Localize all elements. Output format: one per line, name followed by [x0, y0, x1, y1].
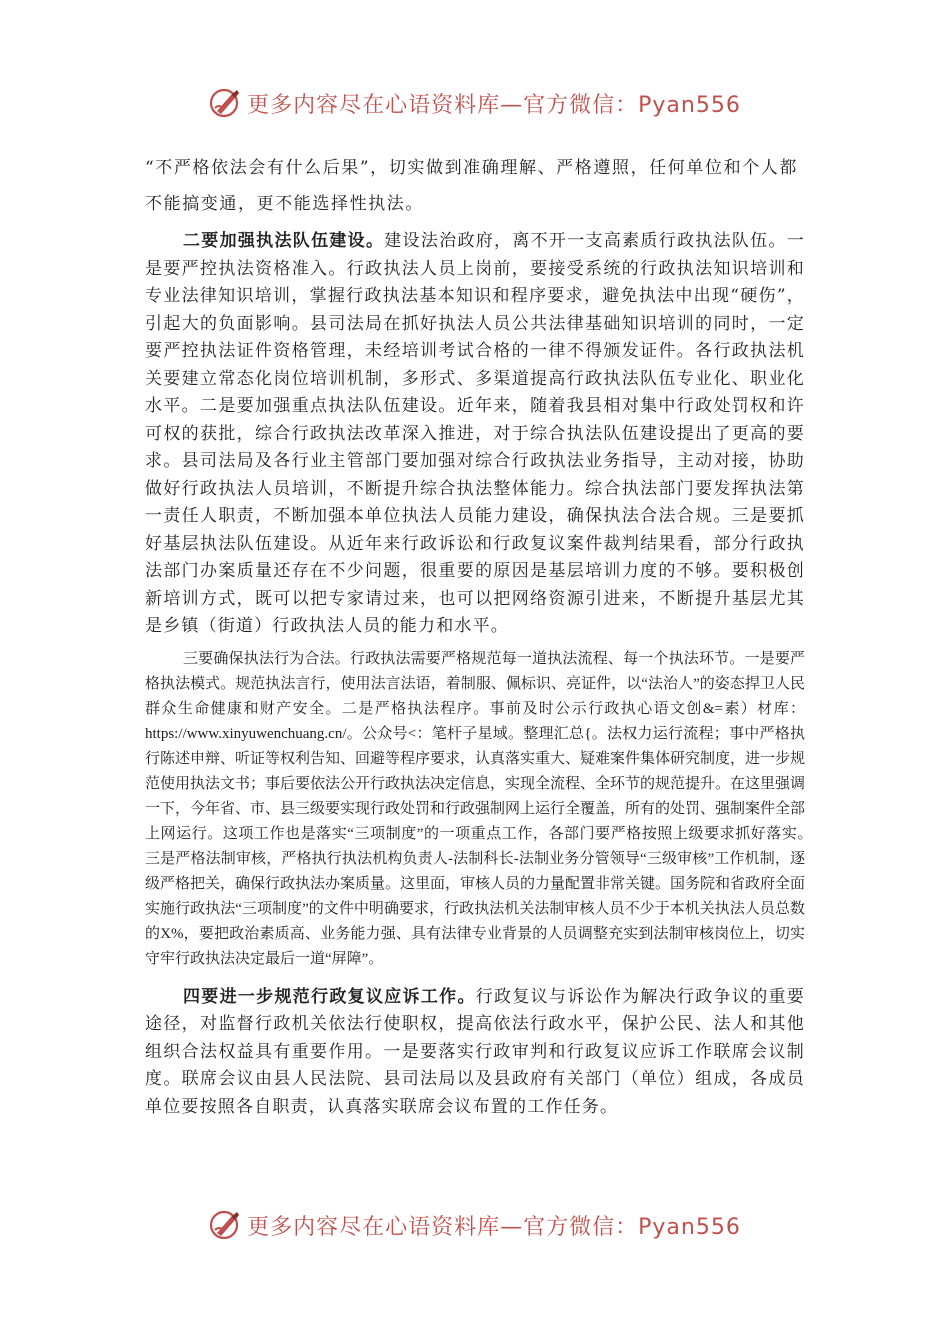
- paragraph-1: “不严格依法会有什么后果”，切实做到准确理解、严格遵照，任何单位和个人都不能搞变通，更不能选择性执法。: [145, 158, 798, 214]
- banner-text: 更多内容尽在心语资料库—官方微信：Pyan556: [247, 92, 741, 118]
- footer-banner: [0, 1208, 950, 1242]
- pen-hand-logo-icon: [209, 1208, 243, 1242]
- pen-hand-logo-icon: [209, 86, 243, 120]
- paragraph-2: [145, 228, 805, 641]
- header-banner: [0, 86, 950, 120]
- paragraph-2-heading: 二要加强执法队伍建设。: [183, 231, 385, 251]
- paragraph-4-body: 行政复议与诉讼作为解决行政争议的重要途径，对监督行政机关依法行使职权，提高依法行政水平，保护公民、法人和其他组织合法权益具有重要作用。一是要落实行政审判和行政复议应诉工作联席会议制度。联席会议由县人民法院、县司法局以及县政府有关部门（单位）组成，各成员单位要按照各自职责，认真落实联席会议布置的工作任务。: [145, 986, 805, 1117]
- paragraph-3: 三要确保执法行为合法。行政执法需要严格规范每一道执法流程、每一个执法环节。一是要严格执法模式。规范执法言行，使用法言法语，着制服、佩标识、亮证件，以“法治人”的姿态捍卫人民群众生命健康和财产安全。二是严格执法程序。事前及时公示行政执心语文创&=素）材库：https://www.xinyuwenchuang.cn/。公众号<：笔杆子星域。整理汇总{。法权力运行流程；事中严格执行陈述申辩、听证等权利告知、回避等程序要求，认真落实重大、疑难案件集体研究制度，进一步规范使用执法文书；事后要依法公开行政执法决定信息，实现全流程、全环节的规范提升。在这里强调一下，今年省、市、县三级要实现行政处罚和行政强制网上运行全覆盖，所有的处罚、强制案件全部上网运行。这项工作也是落实“三项制度”的一项重点工作，各部门要严格按照上级要求抓好落实。 三是严格法制审核，严格执行执法机构负责人-法制科长-法制业务分管领导“三级审核”工作机制，逐级严格把关，确保行政执法办案质量。这里面，审核人员的力量配置非常关键。国务院和省政府全面实施行政执法“三项制度”的文件中明确要求，行政执法机关法制审核人员不少于本机关执法人员总数的X%，要把政治素质高、业务能力强、具有法律专业背景的人员调整充实到法制审核岗位上，切实守牢行政执法决定最后一道“屏障”。: [145, 650, 821, 967]
- banner-text: 更多内容尽在心语资料库—官方微信：Pyan556: [247, 1214, 741, 1240]
- paragraph-2-body: 建设法治政府，离不开一支高素质行政执法队伍。一是要严控执法资格准入。行政执法人员上岗前，要接受系统的行政执法知识培训和专业法律知识培训，掌握行政执法基本知识和程序要求，避免执法中出现“硬伤”，引起大的负面影响。县司法局在抓好执法人员公共法律基础知识培训的同时，一定要严控执法证件资格管理，未经培训考试合格的一律不得颁发证件。各行政执法机关要建立常态化岗位培训机制，多形式、多渠道提高行政执法队伍专业化、职业化水平。二是要加强重点执法队伍建设。近年来，随着我县相对集中行政处罚权和许可权的获批，综合行政执法改革深入推进，对于综合执法队伍建设提出了更高的要求。县司法局及各行业主管部门要加强对综合行政执法业务指导，主动对接，协助做好行政执法人员培训，不断提升综合执法整体能力。综合执法部门要发挥执法第一责任人职责，不断加强本单位执法人员能力建设，确保执法合法合规。三是要抓好基层执法队伍建设。从近年来行政诉讼和行政复议案件裁判结果看，部分行政执法部门办案质量还存在不少问题，很重要的原因是基层培训力度的不够。要积极创新培训方式，既可以把专家请过来，也可以把网络资源引进来，不断提升基层尤其是乡镇（街道）行政执法人员的能力和水平。: [145, 231, 805, 636]
- paragraph-4-heading: 四要进一步规范行政复议应诉工作。: [183, 986, 476, 1007]
- paragraph-4: [145, 984, 805, 1122]
- document-body: [145, 150, 821, 1121]
